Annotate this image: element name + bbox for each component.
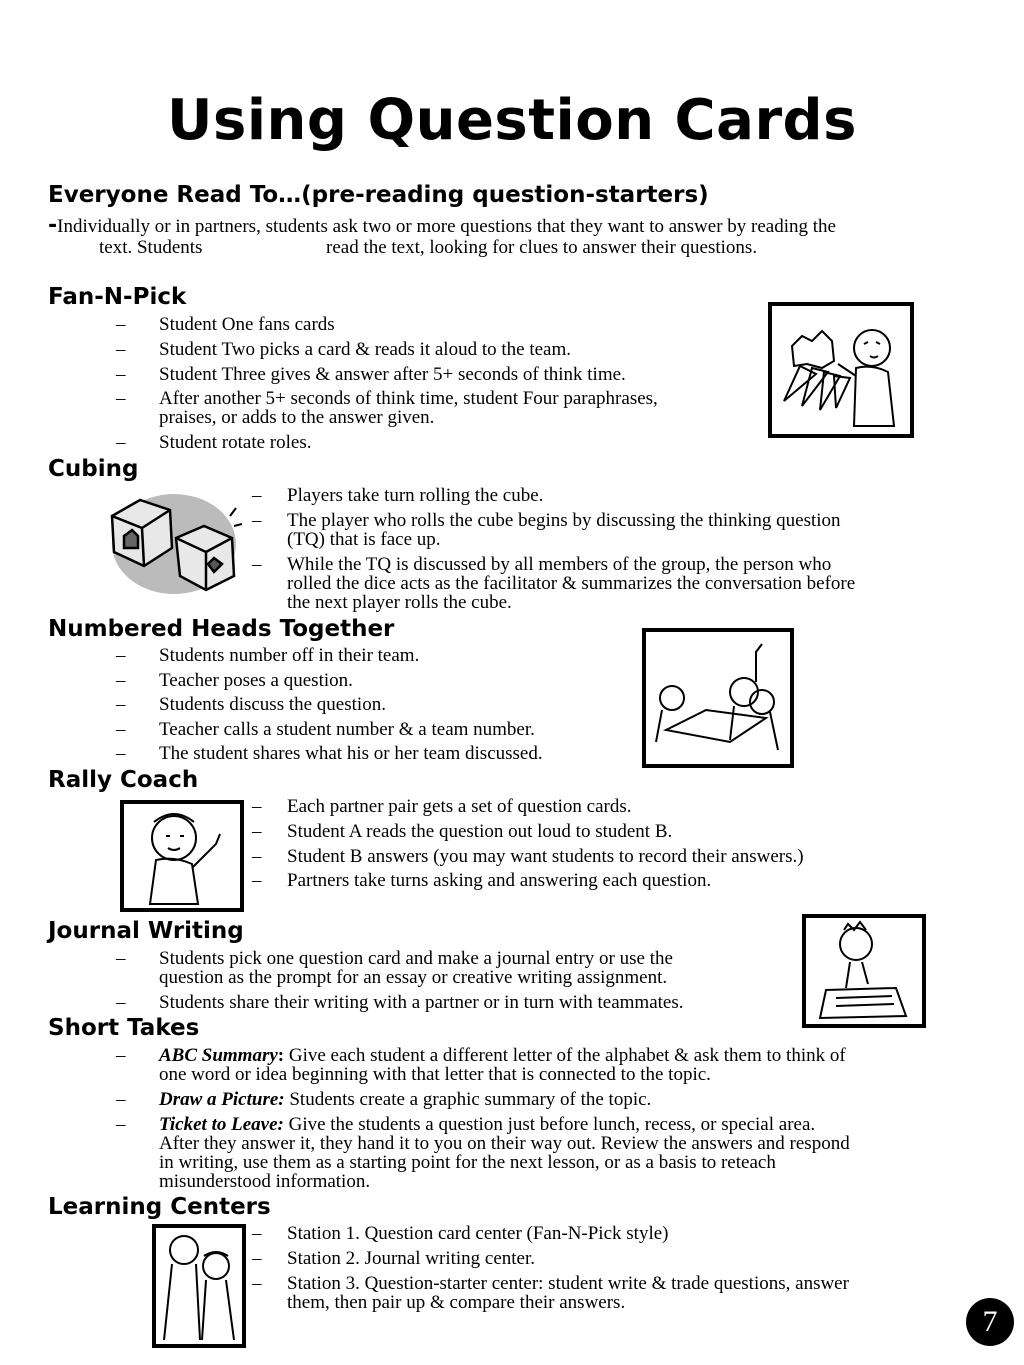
person-fanning-cards-icon xyxy=(772,306,910,434)
bullet-dash: – xyxy=(116,645,126,666)
bullet-dash: – xyxy=(252,510,262,531)
list-item-text: Station 1. Question card center (Fan-N-Pick style) xyxy=(287,1223,669,1244)
list-item-text: rolled the dice acts as the facilitator & summarizes the conversation before xyxy=(287,573,856,594)
list-item-text: While the TQ is discussed by all members of the group, the person who xyxy=(287,554,832,575)
person-writing-icon xyxy=(806,918,922,1024)
bullet-dash: – xyxy=(116,364,126,385)
bullet-dash: – xyxy=(252,1273,262,1294)
abc-summary-line2: one word or idea beginning with that letter that is connected to the topic. xyxy=(159,1064,711,1085)
bullet-dash: – xyxy=(116,743,126,764)
journal-writing-heading: Journal Writing xyxy=(48,918,244,944)
list-item-text: The player who rolls the cube begins by discussing the thinking question xyxy=(287,510,841,531)
draw-picture-line xyxy=(159,1090,651,1109)
learning-centers-heading: Learning Centers xyxy=(48,1194,271,1220)
ticket-leave-text: Give the students a question just before lunch, recess, or special area. xyxy=(283,1114,816,1135)
list-item-text: Student One fans cards xyxy=(159,314,335,335)
learning-centers-image xyxy=(152,1224,246,1348)
bullet-dash: – xyxy=(116,314,126,335)
list-item-text: Players take turn rolling the cube. xyxy=(287,485,544,506)
bullet-dash: – xyxy=(116,388,126,409)
fan-n-pick-heading: Fan-N-Pick xyxy=(48,284,187,310)
everyone-read-heading: Everyone Read To…(pre-reading question-starters) xyxy=(48,182,709,208)
bullet-dash: – xyxy=(252,821,262,842)
numbered-heads-image xyxy=(642,628,794,768)
draw-picture-label: Draw a Picture: xyxy=(159,1089,285,1110)
list-item-text: (TQ) that is face up. xyxy=(287,529,441,550)
everyone-read-text1: Individually or in partners, students ask two or more questions that they want to answer by reading the xyxy=(57,216,836,237)
abc-summary-line1 xyxy=(159,1046,846,1065)
bullet-dash: – xyxy=(252,870,262,891)
list-item-text: Teacher calls a student number & a team number. xyxy=(159,719,535,740)
bullet-dash: – xyxy=(116,1045,126,1066)
page-number-badge: 7 xyxy=(966,1298,1014,1346)
list-item-text: Partners take turns asking and answering each question. xyxy=(287,870,712,891)
abc-summary-colon: : xyxy=(277,1045,285,1066)
list-item-text: Student B answers (you may want students to record their answers.) xyxy=(287,846,804,867)
abc-summary-text: Give each student a different letter of the alphabet & ask them to think of xyxy=(284,1045,846,1066)
bullet-dash: – xyxy=(116,432,126,453)
fan-n-pick-image xyxy=(768,302,914,438)
bullet-dash: – xyxy=(116,948,126,969)
list-item-text: the next player rolls the cube. xyxy=(287,592,512,613)
two-students-icon xyxy=(156,1228,242,1344)
everyone-read-line2b: read the text, looking for clues to answer their questions. xyxy=(326,237,758,258)
cubing-heading: Cubing xyxy=(48,456,139,482)
bullet-dash: – xyxy=(252,1248,262,1269)
bullet-dash: – xyxy=(116,339,126,360)
bullet-dash: – xyxy=(252,846,262,867)
list-item-text: Student rotate roles. xyxy=(159,432,312,453)
list-item-text: Students share their writing with a partner or in turn with teammates. xyxy=(159,992,684,1013)
ticket-leave-line2: After they answer it, they hand it to you on their way out. Review the answers and respond xyxy=(159,1133,850,1154)
abc-summary-label: ABC Summary xyxy=(159,1045,278,1066)
list-item-text: Station 2. Journal writing center. xyxy=(287,1248,536,1269)
list-item-text: Student A reads the question out loud to student B. xyxy=(287,821,673,842)
list-item-text: Each partner pair gets a set of question cards. xyxy=(287,796,632,817)
list-item-text: After another 5+ seconds of think time, student Four paraphrases, xyxy=(159,388,658,409)
list-item-text: Students discuss the question. xyxy=(159,694,386,715)
numbered-heads-heading: Numbered Heads Together xyxy=(48,616,395,642)
journal-writing-image xyxy=(802,914,926,1028)
bullet-dash: – xyxy=(116,694,126,715)
bullet-dash: – xyxy=(116,1114,126,1135)
list-item-text: Student Three gives & answer after 5+ seconds of think time. xyxy=(159,364,626,385)
list-item-text: Station 3. Question-starter center: student write & trade questions, answer xyxy=(287,1273,849,1294)
everyone-read-line2a: text. Students xyxy=(99,237,203,258)
students-at-table-icon xyxy=(646,632,790,764)
bullet-dash: – xyxy=(252,796,262,817)
rally-coach-heading: Rally Coach xyxy=(48,767,199,793)
bullet-dash: – xyxy=(116,992,126,1013)
page-title: Using Question Cards xyxy=(167,88,857,153)
list-item-text: The student shares what his or her team discussed. xyxy=(159,743,543,764)
ticket-leave-line1 xyxy=(159,1115,815,1134)
person-pointing-icon xyxy=(124,804,240,908)
cubing-image xyxy=(102,486,242,598)
bullet-dash: – xyxy=(116,719,126,740)
bullet-dash: – xyxy=(116,1089,126,1110)
list-item-text: Students pick one question card and make a journal entry or use the xyxy=(159,948,673,969)
list-item-text: praises, or adds to the answer given. xyxy=(159,407,435,428)
rally-coach-image xyxy=(120,800,244,912)
bullet-dash: – xyxy=(116,670,126,691)
list-item-text: Students number off in their team. xyxy=(159,645,420,666)
everyone-read-dash: - xyxy=(48,213,58,238)
ticket-leave-line3: in writing, use them as a starting point for the next lesson, or as a basis to reteach xyxy=(159,1152,776,1173)
list-item-text: question as the prompt for an essay or creative writing assignment. xyxy=(159,967,668,988)
ticket-leave-label: Ticket to Leave: xyxy=(159,1114,284,1135)
bullet-dash: – xyxy=(252,485,262,506)
list-item-text: Student Two picks a card & reads it aloud to the team. xyxy=(159,339,571,360)
bullet-dash: – xyxy=(252,554,262,575)
ticket-leave-line4: misunderstood information. xyxy=(159,1171,371,1192)
short-takes-heading: Short Takes xyxy=(48,1015,200,1041)
everyone-read-line1 xyxy=(48,213,836,238)
draw-picture-text: Students create a graphic summary of the topic. xyxy=(284,1089,652,1110)
bullet-dash: – xyxy=(252,1223,262,1244)
dice-icon xyxy=(102,486,242,598)
list-item-text: Teacher poses a question. xyxy=(159,670,353,691)
list-item-text: them, then pair up & compare their answers. xyxy=(287,1292,626,1313)
